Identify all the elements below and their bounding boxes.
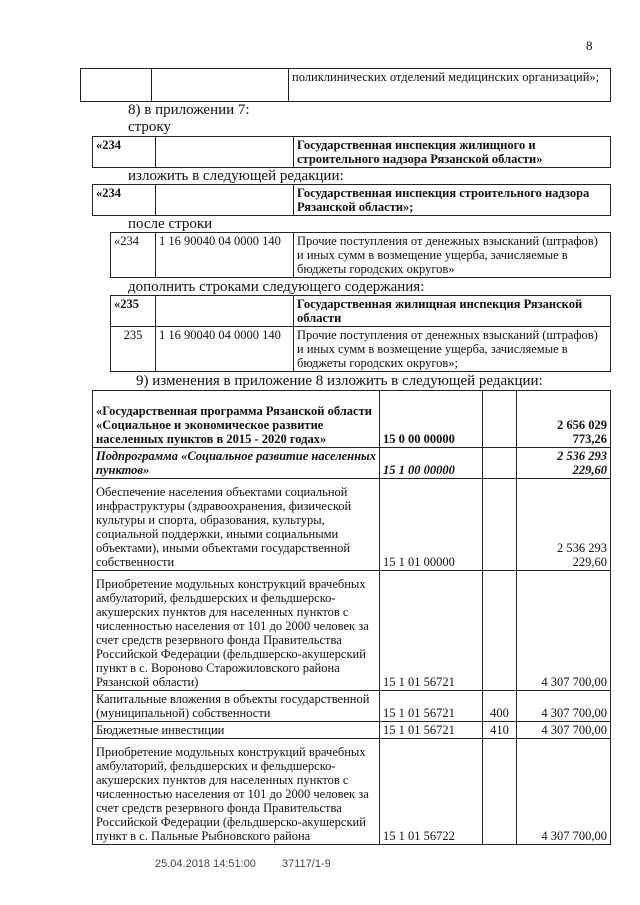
t5-csr-5: 15 1 01 56721 [380,722,483,739]
t5-csr-0: 15 0 00 00000 [380,391,483,448]
table-5 [92,390,611,845]
t5-vr-0 [483,391,517,448]
t4-kbk-0 [156,296,294,327]
t5-csr-6: 15 1 01 56722 [380,739,483,845]
t1-code: «234 [93,137,156,168]
t5-vr-6 [483,739,517,845]
t5-name-2: Обеспечение населения объектами социальной инфраструктуры (здравоохранения, физической культуры и спорта, образования, культуры, социальной поддержки, иными социальными объектами), иными объектами государственной собственности [93,479,380,571]
t5-sum-5: 4 307 700,00 [517,722,611,739]
t5-name-3: Приобретение модульных конструкций врачебных амбулаторий, фельдшерских и фельдшерско-акушерских пунктов для населенных пунктов с численностью населения от 101 до 2000 человек за счет средств резервного фонда Правительства Российской Федерации (фельдшерско-акушерский пункт в с. Вороново Старожиловского района Рязанской области) [93,571,380,691]
t4-code-1: 235 [111,327,156,372]
t5-name-4: Капитальные вложения в объекты государственной (муниципальной) собственности [93,691,380,722]
t5-csr-2: 15 1 01 00000 [380,479,483,571]
t4-kbk-1: 1 16 90040 04 0000 140 [156,327,294,372]
t1-name: Государственная инспекция жилищного и строительного надзора Рязанской области» [294,137,611,168]
t3-code: «234 [111,233,156,278]
table-4 [110,295,611,372]
top-table-text: поликлинических отделений медицинских организаций»; [289,69,611,102]
t5-sum-1: 2 536 293 229,60 [517,448,611,479]
label-izlozhit: изложить в следующей редакции: [128,168,344,184]
t5-name-1: Подпрограмма «Социальное развитие населенных пунктов» [93,448,380,479]
t5-name-0: «Государственная программа Рязанской области «Социальное и экономическое развитие населенных пунктов в 2015 - 2020 годах» [93,391,380,448]
t5-vr-5: 410 [483,722,517,739]
table-1 [92,136,611,168]
item-8: 8) в приложении 7: [128,102,250,118]
table-3 [110,232,611,278]
t4-name-1: Прочие поступления от денежных взысканий (штрафов) и иных сумм в возмещение ущерба, зачисляемые в бюджеты городских округов»; [294,327,611,372]
t5-sum-6: 4 307 700,00 [517,739,611,845]
t5-sum-3: 4 307 700,00 [517,571,611,691]
t5-vr-4: 400 [483,691,517,722]
t5-vr-1 [483,448,517,479]
label-posle: после строки [128,216,213,232]
t5-sum-0: 2 656 029 773,26 [517,391,611,448]
t5-csr-3: 15 1 01 56721 [380,571,483,691]
t3-name: Прочие поступления от денежных взысканий (штрафов) и иных сумм в возмещение ущерба, зачисляемые в бюджеты городских округов» [294,233,611,278]
t5-vr-2 [483,479,517,571]
footer-doc-number: 37117/1-9 [282,858,331,870]
t5-name-6: Приобретение модульных конструкций врачебных амбулаторий, фельдшерских и фельдшерско-акушерских пунктов для населенных пунктов с численностью населения от 101 до 2000 человек за счет средств резервного фонда Правительства Российской Федерации (фельдшерско-акушерский пункт в с. Пальные Рыбновского района [93,739,380,845]
t5-sum-2: 2 536 293 229,60 [517,479,611,571]
t5-vr-3 [483,571,517,691]
t5-csr-4: 15 1 01 56721 [380,691,483,722]
t5-name-5: Бюджетные инвестиции [93,722,380,739]
page-number: 8 [586,38,593,53]
t5-csr-1: 15 1 00 00000 [380,448,483,479]
footer-timestamp: 25.04.2018 14:51:00 [155,858,256,870]
t4-code-0: «235 [111,296,156,327]
t2-name: Государственная инспекция строительного надзора Рязанской области»; [294,185,611,216]
label-dopolnit: дополнить строками следующего содержания: [128,279,425,295]
t5-sum-4: 4 307 700,00 [517,691,611,722]
table-2 [92,184,611,216]
item-9: 9) изменения в приложение 8 изложить в следующей редакции: [136,373,543,389]
label-stroku: строку [128,119,171,135]
t4-name-0: Государственная жилищная инспекция Рязанской области [294,296,611,327]
t3-kbk: 1 16 90040 04 0000 140 [156,233,294,278]
t2-code: «234 [93,185,156,216]
top-table [80,68,611,102]
